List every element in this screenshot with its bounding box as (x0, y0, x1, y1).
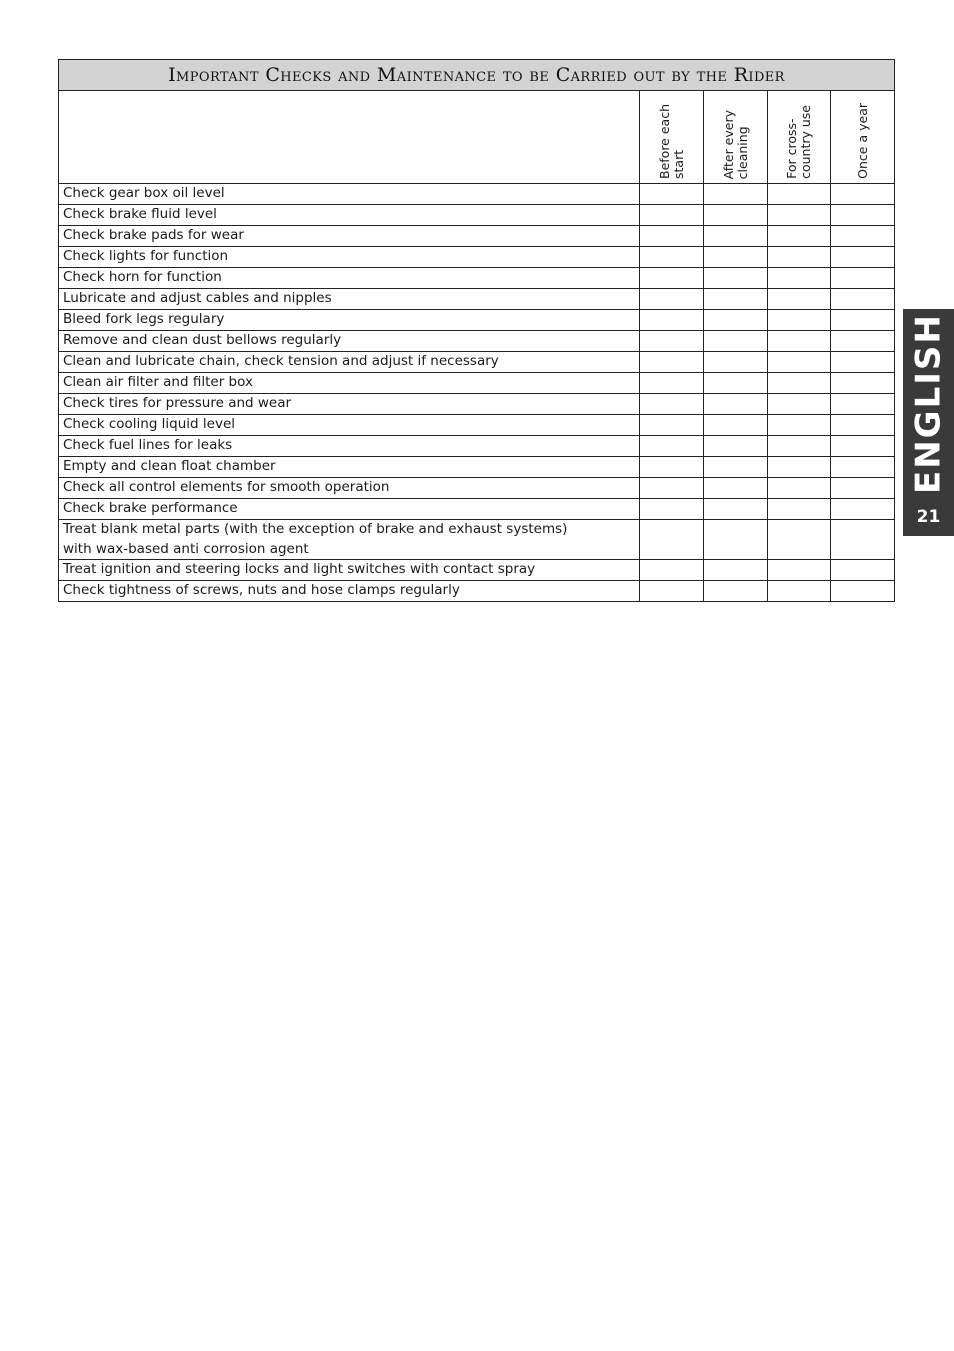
check-cell (831, 310, 895, 331)
check-cell (831, 520, 895, 560)
task-label: Check brake pads for wear (59, 226, 640, 247)
check-cell (768, 331, 831, 352)
check-cell (768, 436, 831, 457)
task-label: Check tightness of screws, nuts and hose clamps regularly (59, 581, 640, 602)
task-label: Check cooling liquid level (59, 415, 640, 436)
check-cell (704, 352, 768, 373)
check-cell (831, 289, 895, 310)
check-cell (704, 394, 768, 415)
column-header-label: Once a year (854, 103, 870, 179)
task-label: Check gear box oil level (59, 184, 640, 205)
check-cell (768, 394, 831, 415)
check-cell (640, 226, 704, 247)
check-cell (640, 581, 704, 602)
column-header-label: Before each start (656, 104, 686, 179)
check-cell (640, 352, 704, 373)
check-cell (768, 478, 831, 499)
check-cell (640, 268, 704, 289)
check-cell (704, 581, 768, 602)
table-row (59, 394, 895, 415)
task-label: Check tires for pressure and wear (59, 394, 640, 415)
check-cell (704, 457, 768, 478)
language-label: ENGLISH (908, 313, 949, 495)
check-cell (640, 394, 704, 415)
column-header (640, 91, 704, 184)
table-row (59, 560, 895, 581)
check-cell (831, 373, 895, 394)
check-cell (831, 247, 895, 268)
check-cell (768, 289, 831, 310)
check-cell (831, 226, 895, 247)
task-list (59, 184, 895, 602)
check-cell (640, 247, 704, 268)
check-cell (831, 415, 895, 436)
check-cell (640, 289, 704, 310)
table-row (59, 478, 895, 499)
check-cell (768, 226, 831, 247)
check-cell (640, 331, 704, 352)
check-cell (831, 268, 895, 289)
check-cell (704, 331, 768, 352)
check-cell (768, 247, 831, 268)
table-row (59, 499, 895, 520)
check-cell (831, 205, 895, 226)
table-row (59, 373, 895, 394)
task-label: Bleed fork legs regulary (59, 310, 640, 331)
check-cell (640, 457, 704, 478)
check-cell (640, 205, 704, 226)
language-side-tab (903, 309, 954, 536)
check-cell (831, 436, 895, 457)
check-cell (704, 226, 768, 247)
task-label: Check brake performance (59, 499, 640, 520)
task-label: Check fuel lines for leaks (59, 436, 640, 457)
check-cell (831, 560, 895, 581)
task-label: Remove and clean dust bellows regularly (59, 331, 640, 352)
check-cell (768, 205, 831, 226)
table-title: Important Checks and Maintenance to be Carried out by the Rider (59, 60, 895, 91)
check-cell (768, 415, 831, 436)
check-cell (768, 499, 831, 520)
check-cell (831, 581, 895, 602)
table-row (59, 268, 895, 289)
table-row (59, 226, 895, 247)
task-label: Check lights for function (59, 247, 640, 268)
check-cell (640, 560, 704, 581)
task-label: Lubricate and adjust cables and nipples (59, 289, 640, 310)
check-cell (704, 268, 768, 289)
check-cell (831, 457, 895, 478)
check-cell (640, 436, 704, 457)
task-label: Check brake fluid level (59, 205, 640, 226)
table-row (59, 436, 895, 457)
table-row (59, 247, 895, 268)
table-row (59, 520, 895, 560)
check-cell (831, 331, 895, 352)
table-row (59, 205, 895, 226)
check-cell (640, 373, 704, 394)
check-cell (704, 205, 768, 226)
page-number: 21 (916, 507, 941, 527)
check-cell (768, 352, 831, 373)
column-header (831, 91, 895, 184)
check-cell (768, 310, 831, 331)
check-cell (768, 268, 831, 289)
check-cell (704, 436, 768, 457)
task-label: Clean air filter and filter box (59, 373, 640, 394)
check-cell (640, 520, 704, 560)
check-cell (768, 581, 831, 602)
table-row (59, 581, 895, 602)
check-cell (831, 394, 895, 415)
check-cell (768, 373, 831, 394)
check-cell (640, 310, 704, 331)
table-row (59, 352, 895, 373)
table-row (59, 310, 895, 331)
check-cell (704, 289, 768, 310)
table-row (59, 331, 895, 352)
task-label: Check all control elements for smooth operation (59, 478, 640, 499)
maintenance-checklist-table (58, 59, 895, 602)
column-header (704, 91, 768, 184)
task-label: Empty and clean float chamber (59, 457, 640, 478)
check-cell (704, 499, 768, 520)
check-cell (831, 352, 895, 373)
table-row (59, 415, 895, 436)
table-row (59, 457, 895, 478)
column-header-label: After every cleaning (720, 109, 750, 179)
column-header-label: For cross- country use (784, 105, 813, 179)
check-cell (704, 310, 768, 331)
check-cell (640, 499, 704, 520)
table-row (59, 289, 895, 310)
task-label: Check horn for function (59, 268, 640, 289)
task-label: Treat blank metal parts (with the exception of brake and exhaust systems) with wax-based anti corrosion agent (59, 520, 640, 560)
check-cell (704, 560, 768, 581)
check-cell (640, 184, 704, 205)
check-cell (704, 520, 768, 560)
column-header (768, 91, 831, 184)
task-label: Treat ignition and steering locks and light switches with contact spray (59, 560, 640, 581)
check-cell (640, 478, 704, 499)
check-cell (831, 478, 895, 499)
check-cell (704, 415, 768, 436)
column-header-row (59, 91, 895, 184)
check-cell (640, 415, 704, 436)
check-cell (768, 457, 831, 478)
check-cell (768, 560, 831, 581)
check-cell (831, 184, 895, 205)
check-cell (704, 247, 768, 268)
task-column-header (59, 91, 640, 184)
check-cell (704, 184, 768, 205)
check-cell (768, 520, 831, 560)
check-cell (768, 184, 831, 205)
check-cell (831, 499, 895, 520)
check-cell (704, 478, 768, 499)
task-label: Clean and lubricate chain, check tension and adjust if necessary (59, 352, 640, 373)
check-cell (704, 373, 768, 394)
table-row (59, 184, 895, 205)
